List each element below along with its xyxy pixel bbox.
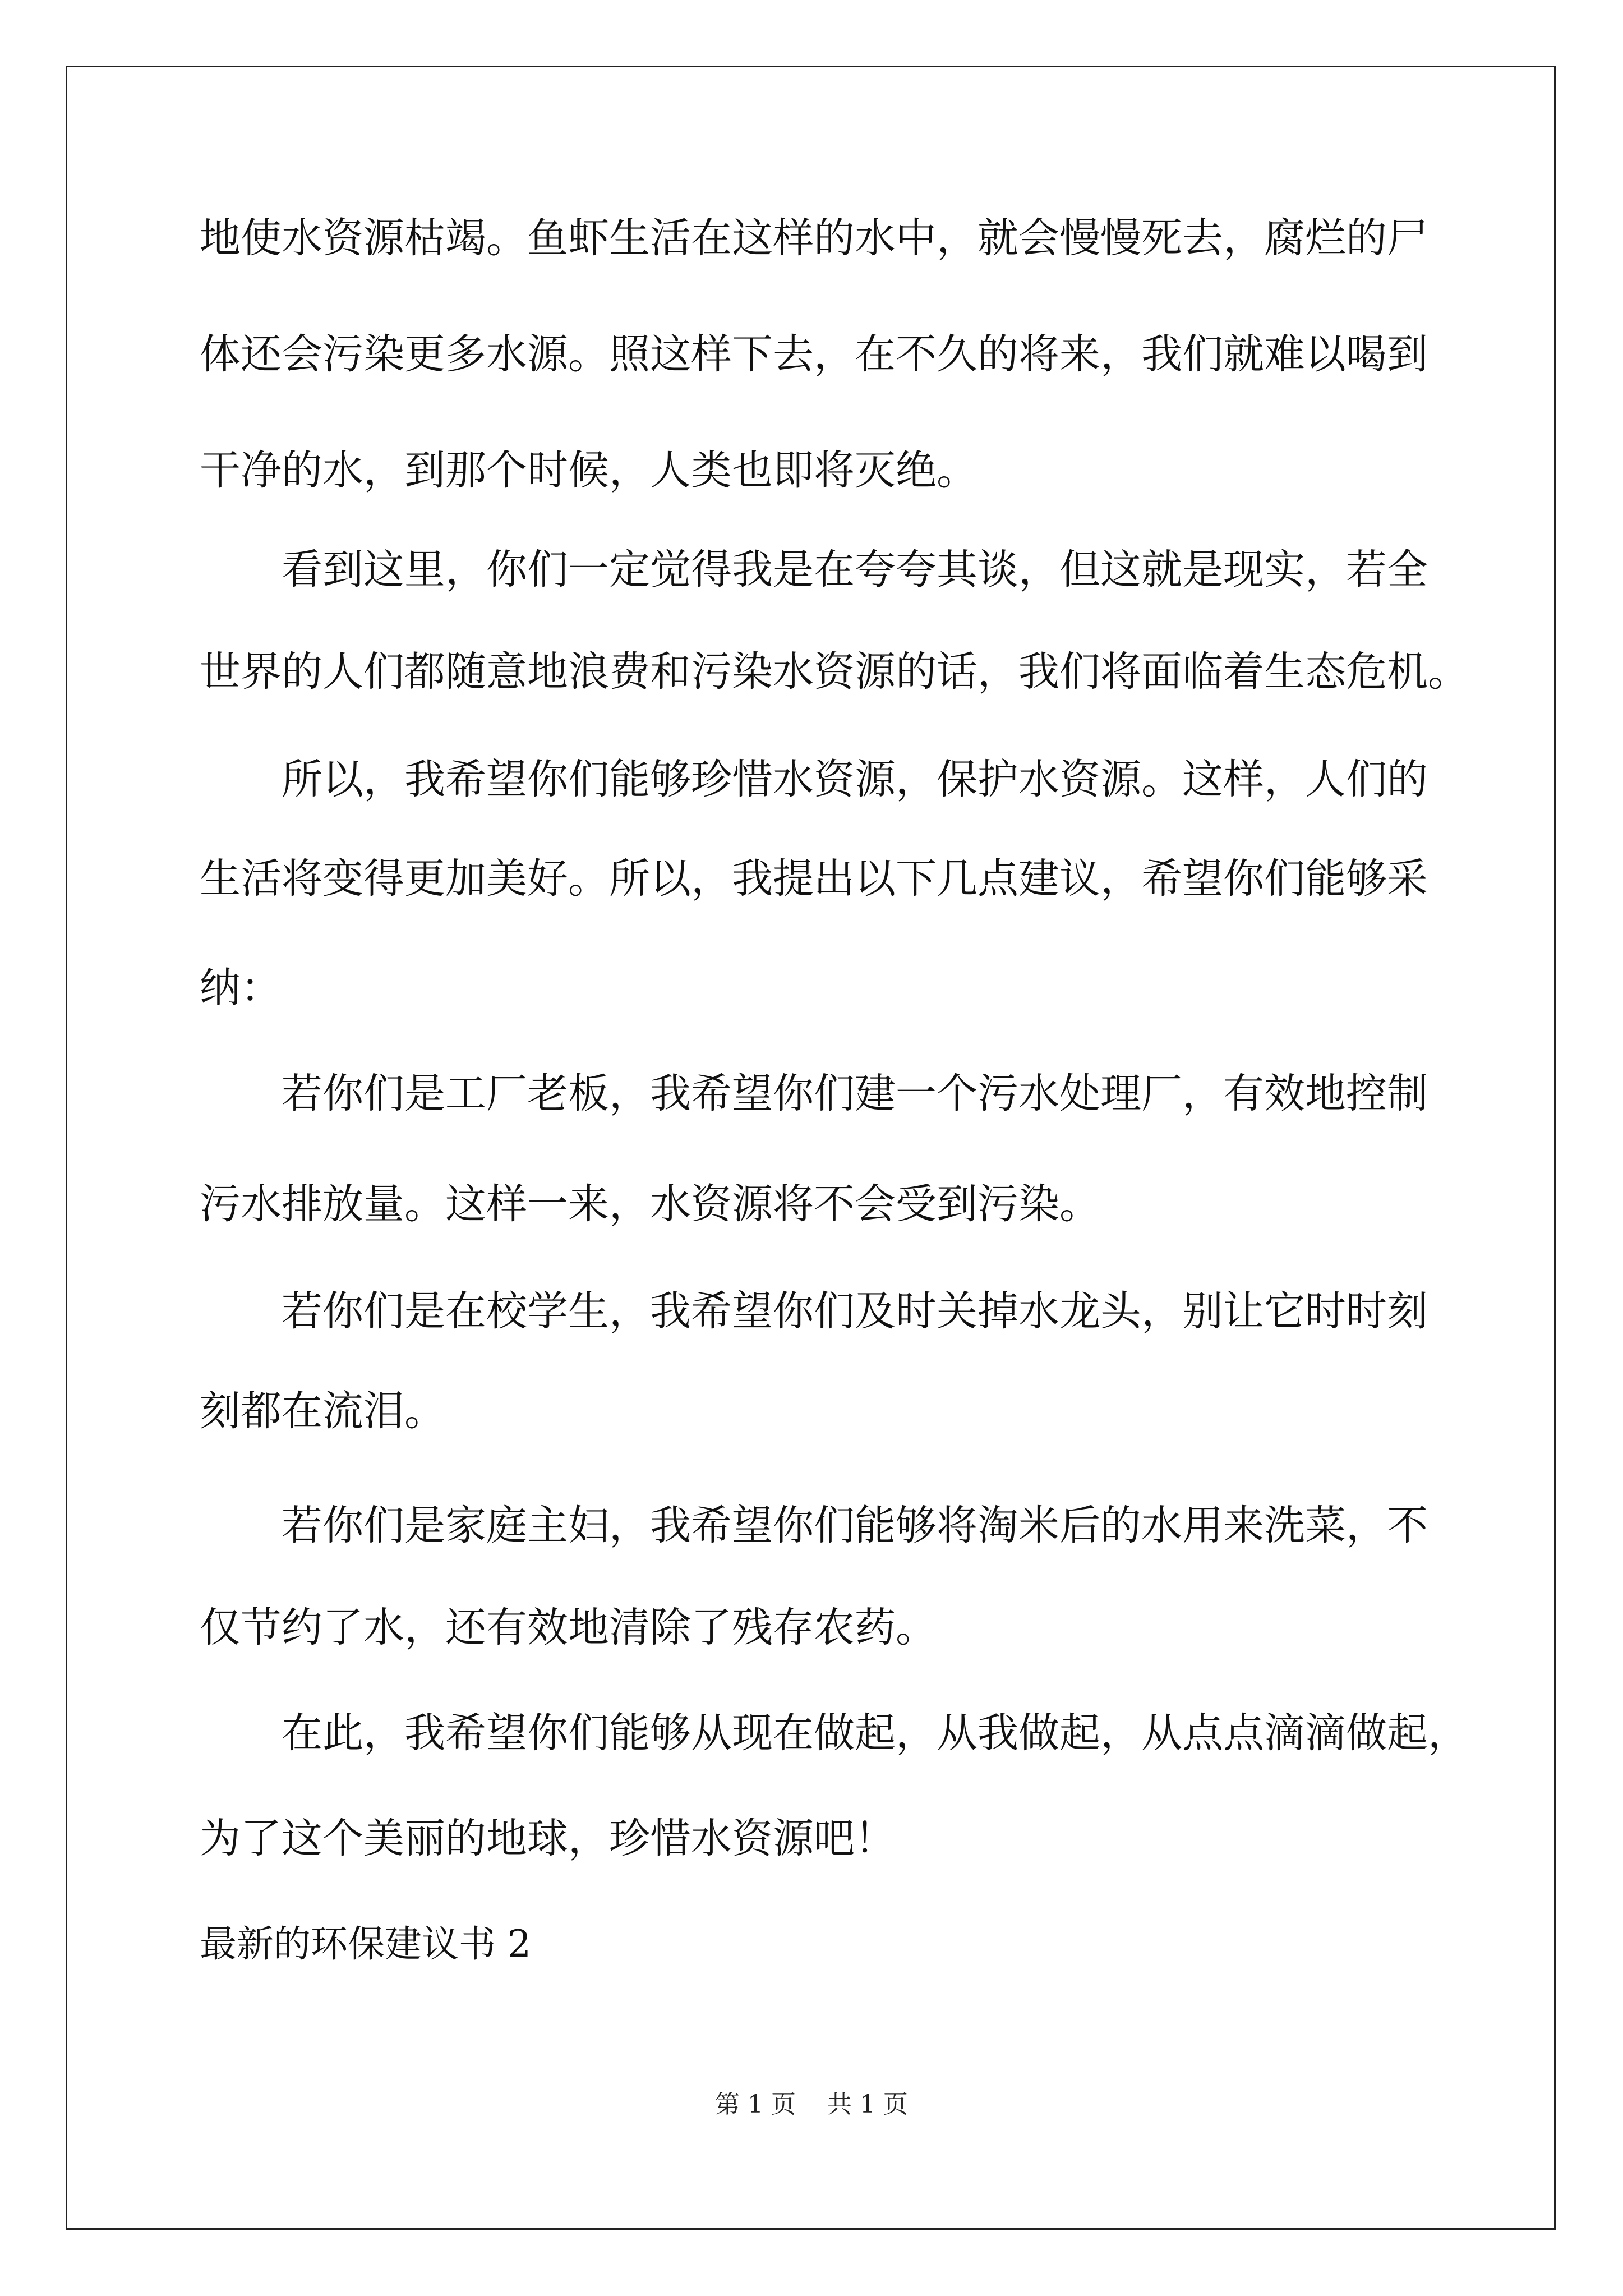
text-line: 污水排放量。这样一来，水资源将不会受到污染。 <box>200 1180 1100 1228</box>
text-line: 世界的人们都随意地浪费和污染水资源的话，我们将面临着生态危机。 <box>200 648 1469 696</box>
page-border <box>66 66 1556 2230</box>
text-line: 若你们是在校学生，我希望你们及时关掉水龙头，别让它时时刻 <box>282 1287 1428 1335</box>
page-footer: 第 1 页 共 1 页 <box>715 2090 908 2119</box>
text-line: 刻都在流泪。 <box>200 1387 445 1435</box>
text-line: 所以，我希望你们能够珍惜水资源，保护水资源。这样，人们的 <box>282 756 1428 803</box>
text-line: 纳： <box>200 964 282 1012</box>
text-line: 生活将变得更加美好。所以，我提出以下几点建议，希望你们能够采 <box>200 855 1428 903</box>
text-line: 若你们是工厂老板，我希望你们建一个污水处理厂，有效地控制 <box>282 1070 1428 1117</box>
text-line: 看到这里，你们一定觉得我是在夸夸其谈，但这就是现实，若全 <box>282 546 1428 593</box>
text-line: 仅节约了水，还有效地清除了残存农药。 <box>200 1604 937 1651</box>
text-line: 干净的水，到那个时候，人类也即将灭绝。 <box>200 447 978 494</box>
text-line: 为了这个美丽的地球，珍惜水资源吧！ <box>200 1815 896 1862</box>
text-line: 若你们是家庭主妇，我希望你们能够将淘米后的水用来洗菜，不 <box>282 1502 1428 1549</box>
text-line: 地使水资源枯竭。鱼虾生活在这样的水中，就会慢慢死去，腐烂的尸 <box>200 214 1428 262</box>
section-heading: 最新的环保建议书 2 <box>200 1922 531 1966</box>
text-line: 在此，我希望你们能够从现在做起，从我做起，从点点滴滴做起， <box>282 1709 1469 1757</box>
text-line: 体还会污染更多水源。照这样下去，在不久的将来，我们就难以喝到 <box>200 330 1428 378</box>
